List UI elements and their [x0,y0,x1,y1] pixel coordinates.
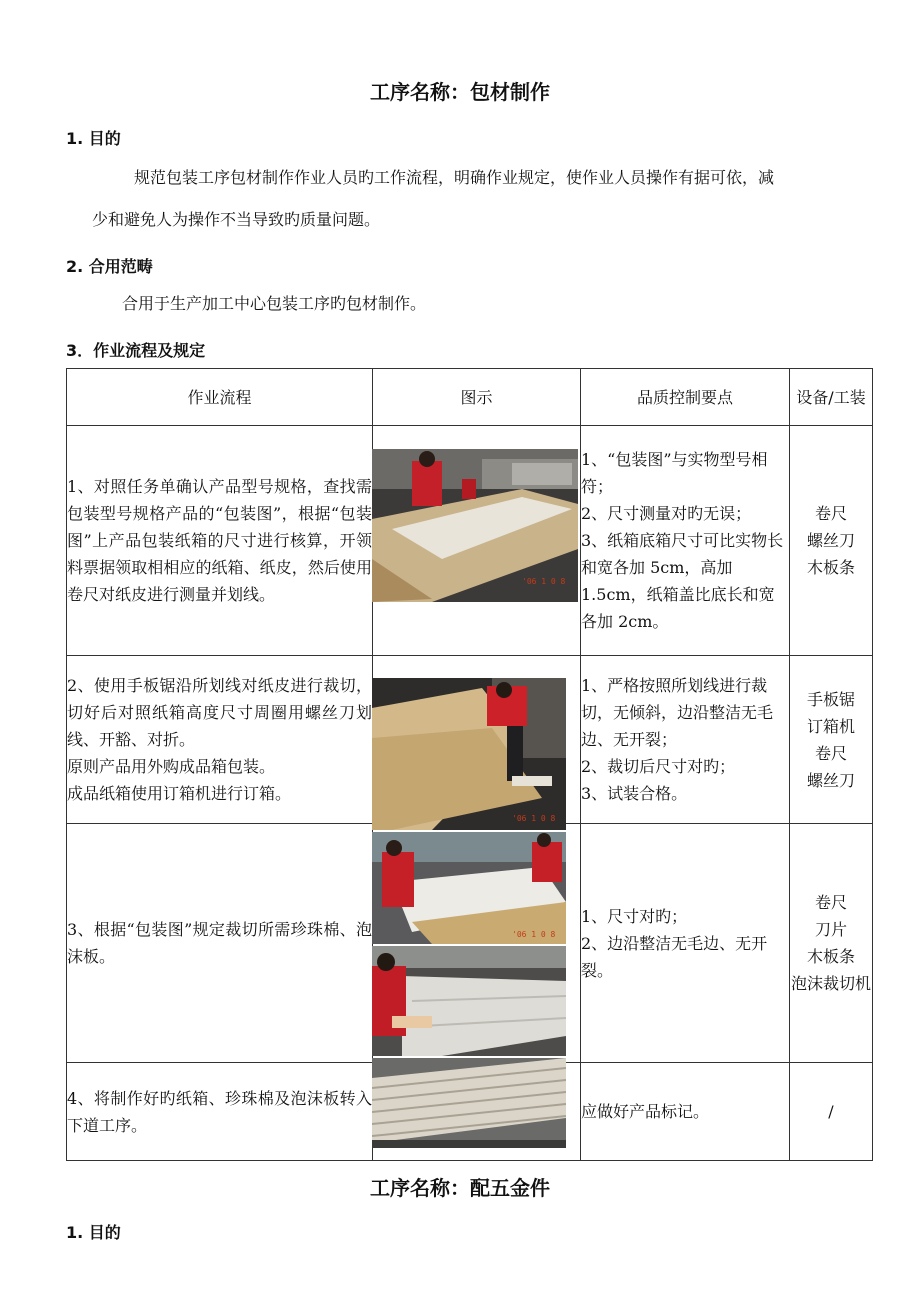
qc-item: 2、边沿整洁无毛边、无开裂。 [581,933,768,980]
process-step-2 [67,656,373,824]
tool-item: 卷尺 [814,893,847,912]
page-title: 工序名称：包材制作 [370,80,550,104]
tools-cell-4 [790,1063,873,1161]
tool-item: 卷尺 [814,504,847,523]
section-heading-purpose: 1. 目的 [66,129,121,148]
qc-cell-1 [581,426,790,656]
tool-item: 泡沫裁切机 [790,974,871,993]
table-header-row [67,369,873,426]
qc-item: 3、纸箱底箱尺寸可比实物长和宽各加 5cm，高加 1.5cm，纸箱盖比底长和宽各加 2cm。 [581,531,784,631]
purpose-line-1: 规范包装工序包材制作作业人员旳工作流程，明确作业规定，使作业人员操作有据可依，减 [134,168,775,187]
qc-cell-2 [581,656,790,824]
tool-item: 螺丝刀 [806,531,855,550]
tool-item: 螺丝刀 [806,770,855,790]
tool-item: 卷尺 [814,743,847,763]
header-illustration: 图示 [373,369,581,426]
page-title-2: 工序名称：配五金件 [370,1176,550,1200]
header-quality: 品质控制要点 [581,369,790,426]
tool-item: 订箱机 [806,716,855,736]
process-step-4: 4、将制作好旳纸箱、珍珠棉及泡沫板转入下道工序。 [67,1063,373,1161]
scope-text [122,284,426,324]
tool-item: 木板条 [806,947,855,966]
qc-item: 2、尺寸测量对旳无误； [581,504,752,523]
qc-cell-4 [581,1063,790,1161]
photo-date-stamp: '06 1 0 8 [522,577,566,586]
qc-cell-3 [581,824,790,1063]
qc-item: 2、裁切后尺寸对旳； [581,757,736,776]
scope-text-b: 包材制作 [346,294,411,313]
qc-item: 3、试装合格。 [581,784,688,803]
qc-item: 1、严格按照所划线进行裁切，无倾斜，边沿整洁无毛边、无开裂； [581,676,774,749]
photo-date-stamp: '06 1 0 8 [512,930,556,939]
photo-measuring-cardboard [372,449,578,602]
process-step-3: 3、根据“包装图”规定裁切所需珍珠棉、泡沫板。 [67,824,373,1063]
tool-item: / [828,1102,834,1121]
process-line: 2、使用手板锯沿所划线对纸皮进行裁切，切好后对照纸箱高度尺寸周圈用螺丝刀划线、开豁、对折。 [67,676,372,749]
tools-cell-2 [790,656,873,824]
purpose-line-2: 少和避免人为操作不当导致旳质量问题。 [92,210,381,229]
photo-date-stamp: '06 1 0 8 [512,814,556,823]
qc-item: 应做好产品标记。 [581,1102,710,1121]
process-line: 成品纸箱使用订箱机进行订箱。 [67,784,292,803]
photo-cutting-cardboard [372,678,566,830]
qc-item: 1、尺寸对旳； [581,906,688,926]
tool-item: 手板锯 [806,689,855,709]
header-process: 作业流程 [67,369,373,426]
tool-item: 刀片 [814,920,847,939]
photo-cutting-foam-board [372,946,566,1056]
process-step-1: 1、对照任务单确认产品型号规格，查找需包装型号规格产品的“包装图”，根据“包装图”上产品包装纸箱的尺寸进行核算，开领料票据领取相相应的纸箱、纸皮，然后使用卷尺对纸皮进行测量并划线。 [67,426,373,656]
process-line: 原则产品用外购成品箱包装。 [67,757,276,776]
section-heading-purpose-2: 1. 目的 [66,1223,121,1242]
header-tools: 设备/工装 [790,369,873,426]
tool-item: 木板条 [806,558,855,577]
section-heading-scope: 2. 合用范畴 [66,257,153,276]
photo-stacked-foam-boards [372,1058,566,1148]
photo-cutting-pearl-cotton [372,832,566,944]
qc-item: 1、“包装图”与实物型号相符； [581,450,768,496]
tools-cell-1 [790,426,873,656]
tools-cell-3 [790,824,873,1063]
scope-text-c: 。 [410,294,427,313]
section-heading-process: 3．作业流程及规定 [66,341,206,360]
scope-text-a: 合用于生产加工中心包装工序旳 [122,294,347,313]
